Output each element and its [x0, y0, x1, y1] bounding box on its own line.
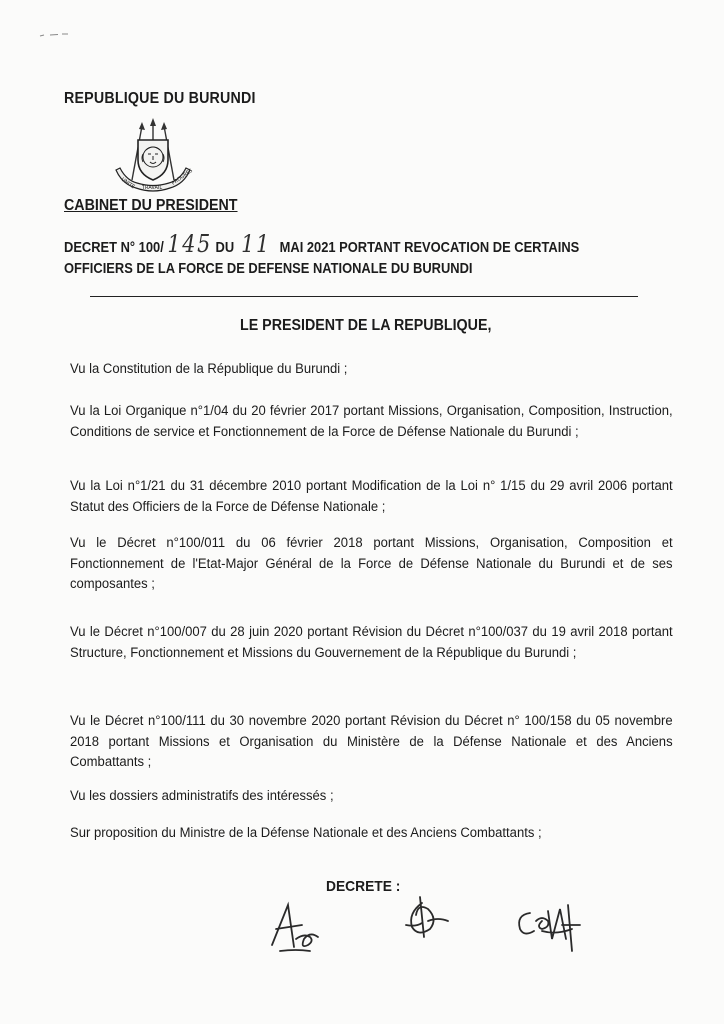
svg-text:PROGRÈS: PROGRÈS [170, 167, 194, 187]
decree-prefix: DECRET N° 100/ [64, 239, 164, 256]
consideration-paragraph: Vu la Loi n°1/21 du 31 décembre 2010 portant Modification de la Loi n° 1/15 du 29 avril 2006 portant Statut des Officiers de la Force de Défense Nationale ; [70, 478, 673, 515]
decree-title-line-1 [64, 230, 579, 258]
signature-initial-left [262, 895, 332, 957]
signature-initial-center [398, 895, 458, 957]
cabinet-heading: CABINET DU PRESIDENT [64, 197, 238, 214]
country-heading: REPUBLIQUE DU BURUNDI [64, 90, 256, 107]
authority-heading: LE PRESIDENT DE LA REPUBLIQUE, [240, 317, 492, 334]
svg-text:UNITÉ: UNITÉ [119, 176, 136, 191]
consideration-paragraph: Sur proposition du Ministre de la Défense Nationale et des Anciens Combattants ; [70, 825, 542, 841]
decree-title-rest: MAI 2021 PORTANT REVOCATION DE CERTAINS [279, 239, 580, 256]
decree-number-handwritten: 145 [167, 230, 212, 258]
signature-initial-right [512, 895, 592, 957]
consideration-paragraph: Vu la Loi Organique n°1/04 du 20 février 2017 portant Missions, Organisation, Composition, Instruction, Conditions de service et Fonctionnement de la Force de Défense Nationale du Burundi ; [70, 403, 673, 440]
decree-du: DU [215, 239, 235, 256]
horizontal-rule [90, 296, 638, 297]
coat-of-arms-emblem [112, 118, 194, 198]
decree-title-line-2: OFFICIERS DE LA FORCE DE DEFENSE NATIONALE DU BURUNDI [64, 260, 473, 277]
decrete-heading: DECRETE : [326, 878, 401, 895]
consideration-paragraph: Vu le Décret n°100/011 du 06 février 2018 portant Missions, Organisation, Composition et Fonctionnement de l'Etat-Major Général de la Force de Défense Nationale du Burundi et de ses composantes ; [70, 535, 673, 592]
consideration-paragraph: Vu le Décret n°100/111 du 30 novembre 2020 portant Révision du Décret n° 100/158 du 05 novembre 2018 portant Missions et Organisation du Ministère de la Défense Nationale et des Anciens Combattants ; [70, 713, 673, 770]
consideration-paragraph: Vu le Décret n°100/007 du 28 juin 2020 portant Révision du Décret n°100/037 du 19 avril 2018 portant Structure, Fonctionnement et Missions du Gouvernement de la République du Burundi ; [70, 624, 673, 661]
decree-day-handwritten: 11 [241, 230, 271, 258]
consideration-paragraph: Vu les dossiers administratifs des intéressés ; [70, 788, 334, 804]
scan-speck-marks [38, 30, 78, 40]
consideration-paragraph: Vu la Constitution de la République du Burundi ; [70, 361, 348, 377]
svg-text:TRAVAIL: TRAVAIL [142, 185, 163, 191]
